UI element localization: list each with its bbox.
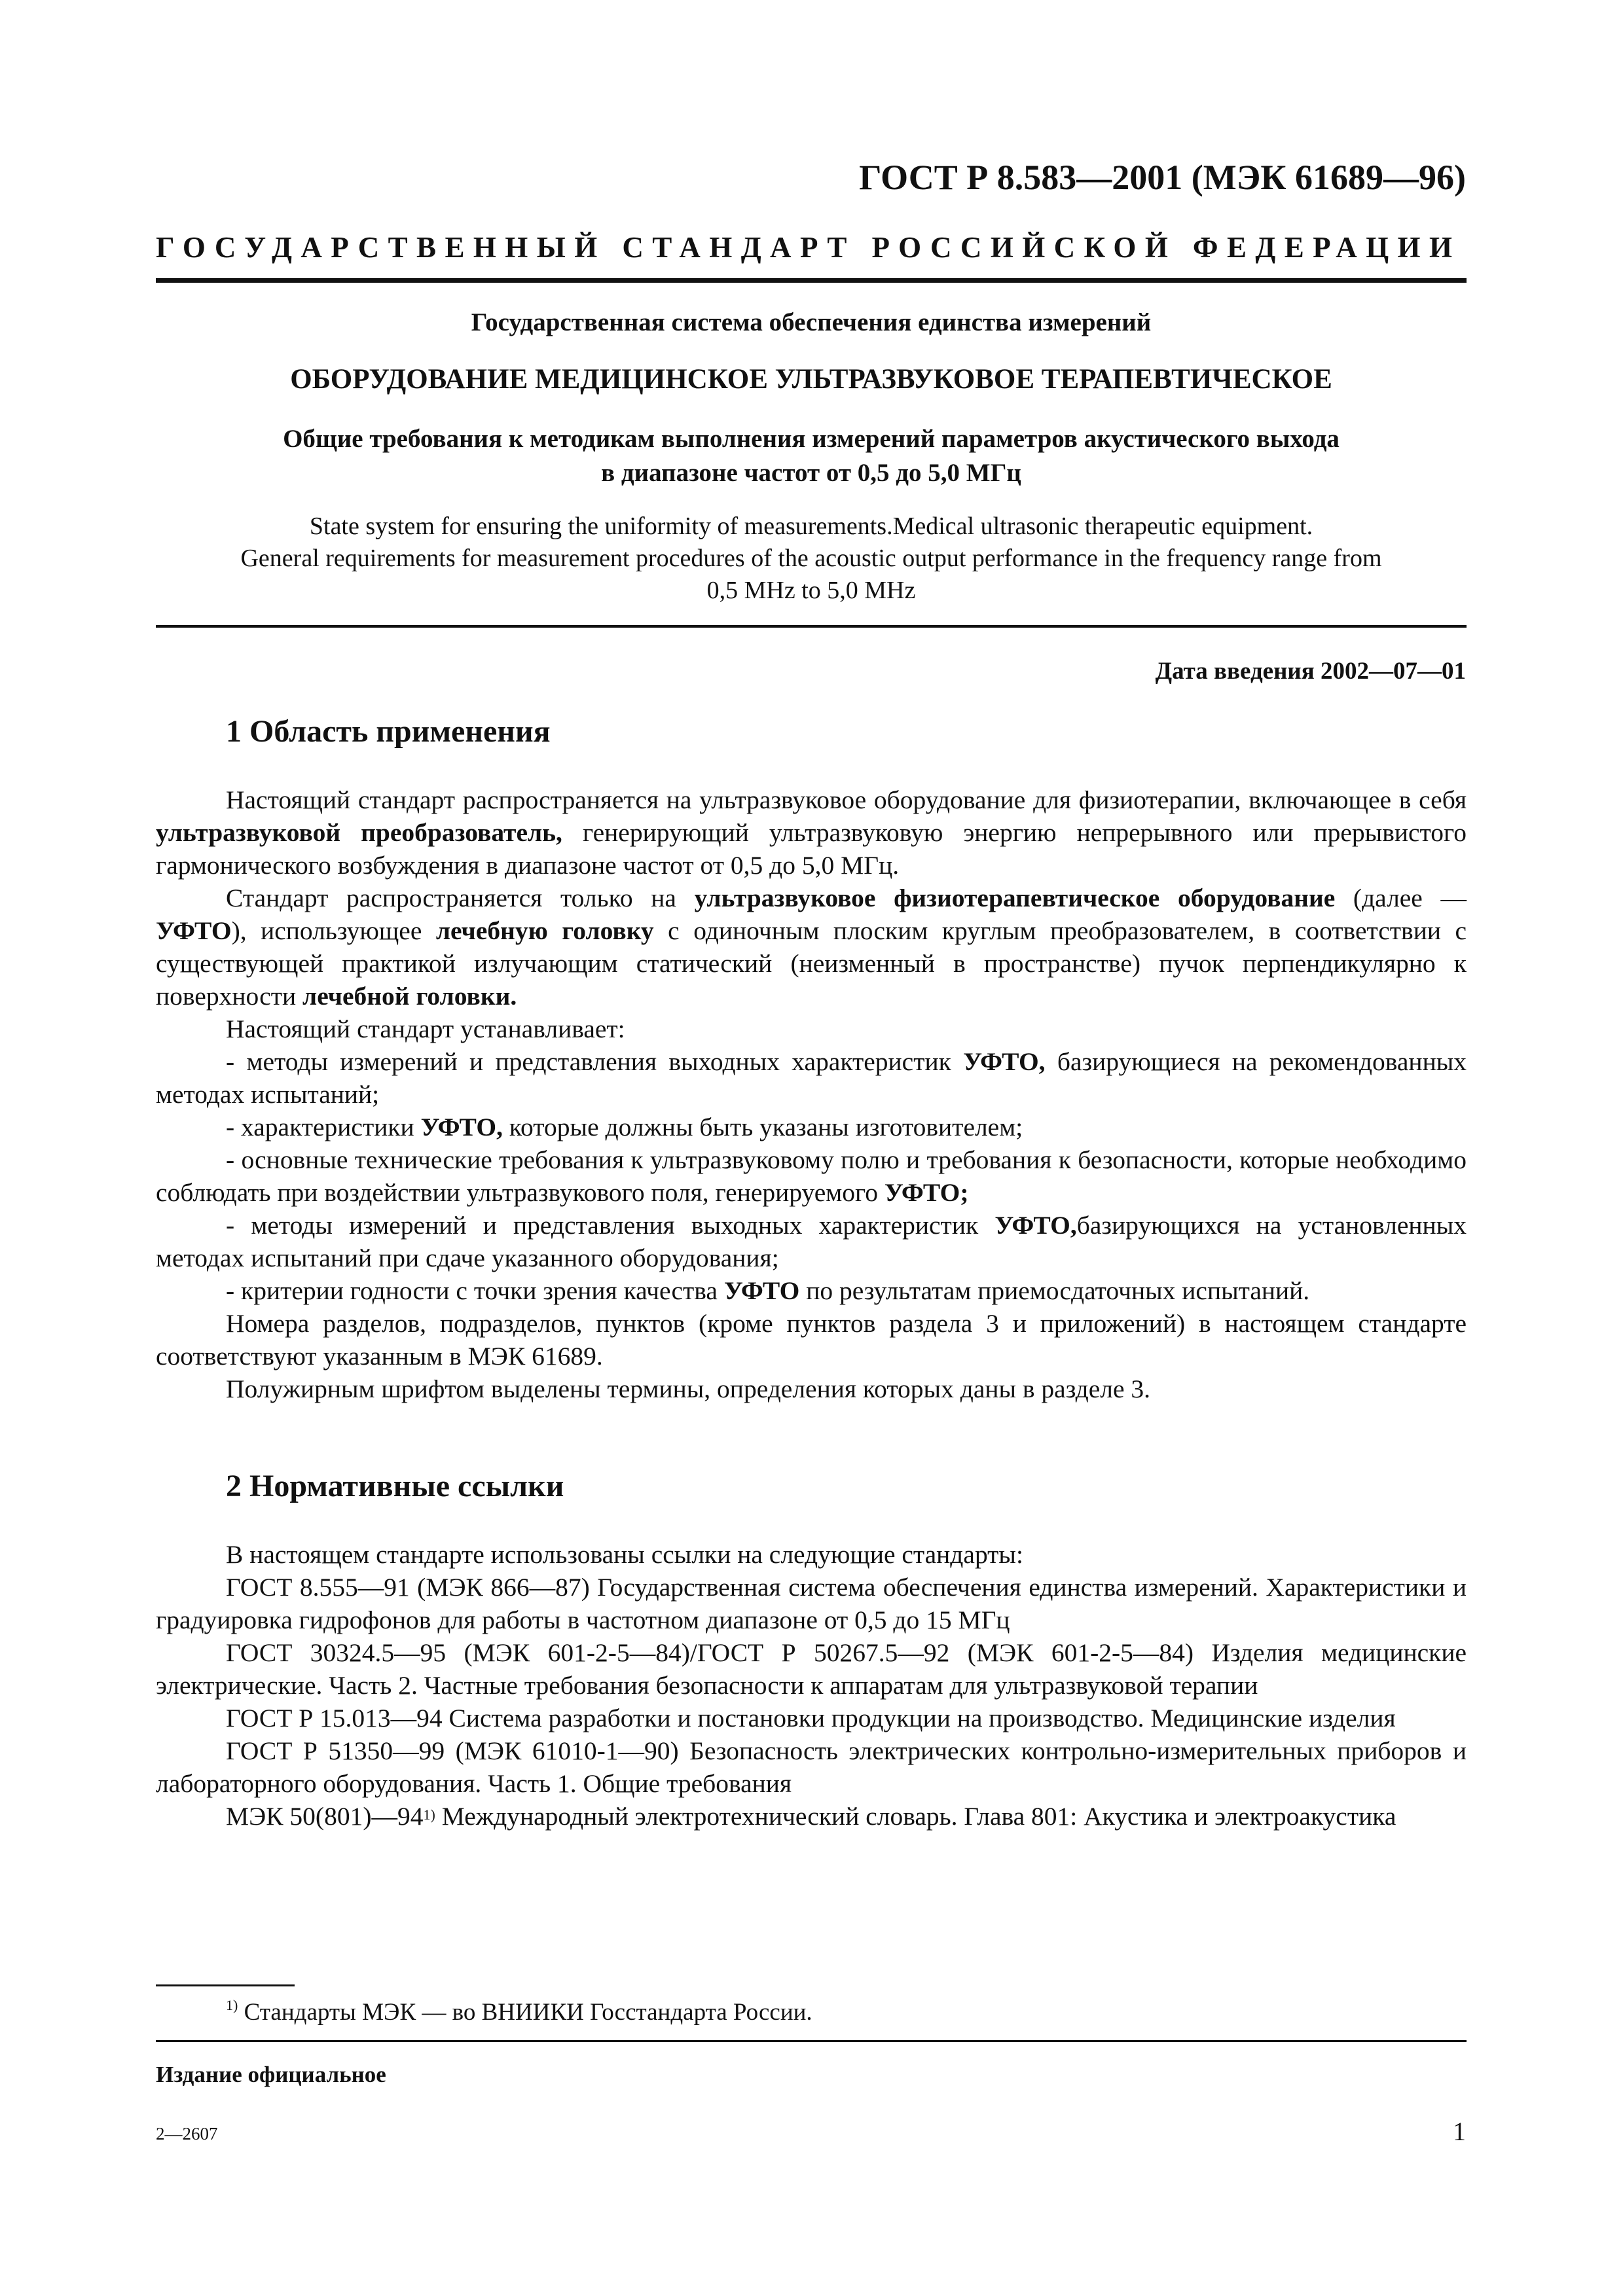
term: УФТО; — [884, 1178, 969, 1207]
text: ), использующее — [231, 916, 436, 945]
list-item — [156, 1143, 1467, 1209]
paragraph: Настоящий стандарт устанавливает: — [226, 1014, 625, 1043]
term: ультразвуковое физиотерапевтическое оборудование — [694, 884, 1336, 912]
text: базирующихся на установленных методах испытаний при сдаче указанного оборудования; — [156, 1211, 1467, 1272]
text: генерирующий ультразвуковую энергию непрерывного или прерывистого гармонического возбуждения в диапазоне частот от 0,5 до 5,0 МГц. — [156, 818, 1467, 880]
term: УФТО — [723, 1276, 800, 1305]
footer-rule — [156, 2040, 1467, 2042]
paragraph — [156, 882, 1467, 1013]
text: Международный электротехнический словарь. Глава 801: Акустика и электроакустика — [435, 1802, 1396, 1831]
text: Настоящий стандарт распространяется на ультразвуковое оборудование для физиотерапии, включающее в себя — [226, 785, 1467, 814]
footnote — [226, 1998, 812, 2026]
term: УФТО, — [963, 1047, 1046, 1076]
paragraph: Номера разделов, подразделов, пунктов (кроме пунктов раздела 3 и приложений) в настоящем стандарте соответствуют указанным в МЭК 61689. — [156, 1309, 1467, 1371]
term: лечебную головку — [435, 916, 654, 945]
text: которые должны быть указаны изготовителем; — [503, 1113, 1023, 1141]
subtitle-line: Общие требования к методикам выполнения измерений параметров акустического выхода — [283, 425, 1340, 453]
title-rule — [156, 625, 1467, 628]
text: - методы измерений и представления выходных характеристик — [226, 1047, 964, 1076]
page-number: 1 — [1453, 2117, 1466, 2146]
state-standard-heading: ГОСУДАРСТВЕННЫЙ СТАНДАРТ РОССИЙСКОЙ ФЕДЕРАЦИИ — [156, 231, 1461, 264]
text: - критерии годности с точки зрения качества — [226, 1276, 724, 1305]
list-item — [156, 1111, 1467, 1143]
english-title — [156, 511, 1467, 607]
text: - характеристики — [226, 1113, 421, 1141]
list-item — [156, 1209, 1467, 1274]
term: лечебной головки. — [302, 982, 517, 1011]
paragraph — [156, 783, 1467, 882]
english-title-line: State system for ensuring the uniformity of measurements.Medical ultrasonic therapeutic equipment. — [309, 512, 1313, 540]
section-2-body — [156, 1538, 1467, 1833]
text: МЭК 50(801)—94 — [226, 1802, 424, 1831]
term: УФТО, — [420, 1113, 503, 1141]
paragraph: Полужирным шрифтом выделены термины, определения которых даны в разделе 3. — [226, 1374, 1150, 1403]
reference-item: ГОСТ Р 15.013—94 Система разработки и постановки продукции на производство. Медицинские изделия — [226, 1704, 1396, 1732]
footnote-rule — [156, 1984, 295, 1986]
official-edition-label: Издание официальное — [156, 2062, 386, 2087]
english-title-line: 0,5 MHz to 5,0 MHz — [706, 577, 916, 604]
section-1-heading: 1 Область применения — [226, 714, 551, 749]
reference-item: ГОСТ 8.555—91 (МЭК 866—87) Государственная система обеспечения единства измерений. Характеристики и градуировка гидрофонов для работы в частотном диапазоне от 0,5 до 15 МГц — [156, 1573, 1467, 1634]
footnote-text: Стандарты МЭК — во ВНИИКИ Госстандарта России. — [238, 1999, 812, 2026]
footnote-marker: 1) — [226, 1997, 238, 2013]
document-subtitle — [156, 422, 1467, 490]
section-1-body — [156, 783, 1467, 1405]
paragraph: В настоящем стандарте использованы ссылки на следующие стандарты: — [226, 1540, 1023, 1569]
text: - методы измерений и представления выходных характеристик — [226, 1211, 995, 1240]
term: ультразвуковой преобразователь, — [156, 818, 562, 847]
print-code: 2—2607 — [156, 2124, 218, 2144]
text: по результатам приемосдаточных испытаний. — [799, 1276, 1310, 1305]
reference-item: ГОСТ Р 51350—99 (МЭК 61010-1—90) Безопасность электрических контрольно-измерительных приборов и лабораторного оборудования. Часть 1. Общие требования — [156, 1736, 1467, 1798]
text: с одиночным плоским круглым преобразователем, в соответствии с существующей практикой излучающим статический (неизменный в пространстве) пучок перпендикулярно к поверхности — [156, 916, 1467, 1011]
term: УФТО — [156, 916, 232, 945]
standard-designation: ГОСТ Р 8.583—2001 (МЭК 61689—96) — [859, 158, 1466, 197]
text: - основные технические требования к ультразвуковому полю и требования к безопасности, которые необходимо соблюдать при воздействии ультразвукового поля, генерируемого — [156, 1145, 1467, 1207]
text: Стандарт распространяется только на — [226, 884, 695, 912]
section-2-heading: 2 Нормативные ссылки — [226, 1469, 564, 1503]
list-item — [156, 1274, 1467, 1307]
introduction-date: Дата введения 2002—07—01 — [1155, 658, 1466, 685]
reference-item — [156, 1800, 1467, 1833]
header-rule — [156, 278, 1467, 283]
text: (далее — — [1335, 884, 1467, 912]
subtitle-line: в диапазоне частот от 0,5 до 5,0 МГц — [601, 459, 1021, 487]
footnote-marker: 1) — [423, 1806, 435, 1823]
document-title: ОБОРУДОВАНИЕ МЕДИЦИНСКОЕ УЛЬТРАЗВУКОВОЕ ТЕРАПЕВТИЧЕСКОЕ — [290, 364, 1332, 395]
list-item — [156, 1045, 1467, 1111]
text: базирующиеся на рекомендованных методах испытаний; — [156, 1047, 1467, 1109]
term: УФТО, — [994, 1211, 1077, 1240]
english-title-line: General requirements for measurement procedures of the acoustic output performance in the frequency range from — [240, 545, 1382, 572]
system-title: Государственная система обеспечения единства измерений — [471, 308, 1152, 336]
reference-item: ГОСТ 30324.5—95 (МЭК 601-2-5—84)/ГОСТ Р 50267.5—92 (МЭК 601-2-5—84) Изделия медицинские электрические. Часть 2. Частные требования безопасности к аппаратам для ультразвуковой терапии — [156, 1638, 1467, 1700]
